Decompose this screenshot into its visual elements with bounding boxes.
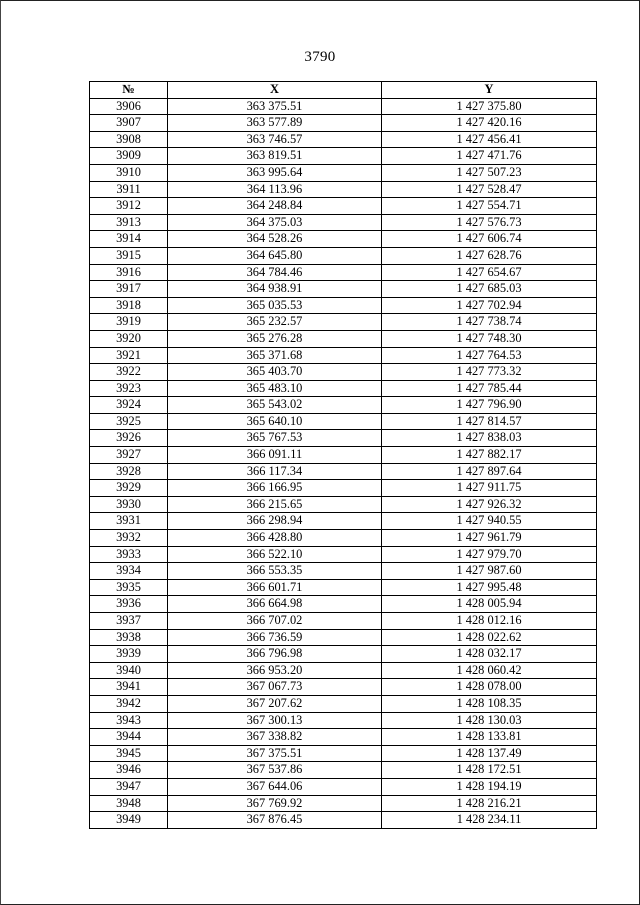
cell-x: 367 644.06	[168, 778, 382, 795]
table-row	[90, 530, 597, 547]
table-row	[90, 330, 597, 347]
cell-x: 365 767.53	[168, 430, 382, 447]
cell-x: 366 091.11	[168, 447, 382, 464]
cell-number: 3908	[90, 131, 168, 148]
table-row	[90, 480, 597, 497]
cell-x: 365 483.10	[168, 380, 382, 397]
cell-x: 366 601.71	[168, 579, 382, 596]
cell-y: 1 427 375.80	[382, 98, 597, 115]
cell-x: 366 664.98	[168, 596, 382, 613]
table-row	[90, 98, 597, 115]
cell-number: 3909	[90, 148, 168, 165]
cell-x: 363 746.57	[168, 131, 382, 148]
cell-y: 1 427 773.32	[382, 364, 597, 381]
table-row	[90, 812, 597, 829]
cell-number: 3933	[90, 546, 168, 563]
table-row	[90, 247, 597, 264]
cell-y: 1 427 961.79	[382, 530, 597, 547]
cell-x: 363 577.89	[168, 115, 382, 132]
cell-y: 1 427 738.74	[382, 314, 597, 331]
cell-x: 367 067.73	[168, 679, 382, 696]
cell-number: 3917	[90, 281, 168, 298]
cell-number: 3922	[90, 364, 168, 381]
cell-x: 366 707.02	[168, 613, 382, 630]
table-row	[90, 745, 597, 762]
cell-number: 3920	[90, 330, 168, 347]
cell-number: 3947	[90, 778, 168, 795]
table-row	[90, 264, 597, 281]
cell-y: 1 428 022.62	[382, 629, 597, 646]
table-row	[90, 729, 597, 746]
cell-x: 366 215.65	[168, 496, 382, 513]
table-header-row	[90, 82, 597, 99]
cell-number: 3937	[90, 613, 168, 630]
cell-y: 1 428 130.03	[382, 712, 597, 729]
cell-number: 3931	[90, 513, 168, 530]
table-row	[90, 181, 597, 198]
cell-y: 1 427 576.73	[382, 214, 597, 231]
cell-y: 1 427 882.17	[382, 447, 597, 464]
cell-y: 1 427 838.03	[382, 430, 597, 447]
table-row	[90, 231, 597, 248]
cell-x: 367 375.51	[168, 745, 382, 762]
cell-number: 3927	[90, 447, 168, 464]
table-row	[90, 778, 597, 795]
cell-number: 3918	[90, 297, 168, 314]
table-row	[90, 314, 597, 331]
table-row	[90, 463, 597, 480]
cell-x: 365 276.28	[168, 330, 382, 347]
cell-x: 366 166.95	[168, 480, 382, 497]
cell-number: 3943	[90, 712, 168, 729]
table-row	[90, 613, 597, 630]
table-row	[90, 679, 597, 696]
cell-x: 367 876.45	[168, 812, 382, 829]
cell-x: 366 796.98	[168, 646, 382, 663]
table-row	[90, 762, 597, 779]
cell-x: 367 300.13	[168, 712, 382, 729]
cell-x: 366 736.59	[168, 629, 382, 646]
table-row	[90, 115, 597, 132]
cell-x: 367 769.92	[168, 795, 382, 812]
table-row	[90, 347, 597, 364]
cell-x: 365 035.53	[168, 297, 382, 314]
cell-number: 3942	[90, 695, 168, 712]
cell-y: 1 427 554.71	[382, 198, 597, 215]
cell-number: 3935	[90, 579, 168, 596]
table-row	[90, 297, 597, 314]
cell-number: 3929	[90, 480, 168, 497]
cell-y: 1 427 785.44	[382, 380, 597, 397]
cell-y: 1 428 216.21	[382, 795, 597, 812]
cell-y: 1 428 012.16	[382, 613, 597, 630]
cell-x: 364 528.26	[168, 231, 382, 248]
table-row	[90, 496, 597, 513]
cell-y: 1 428 133.81	[382, 729, 597, 746]
cell-y: 1 427 702.94	[382, 297, 597, 314]
cell-number: 3919	[90, 314, 168, 331]
table-row	[90, 131, 597, 148]
cell-y: 1 427 456.41	[382, 131, 597, 148]
table-row	[90, 563, 597, 580]
cell-x: 364 375.03	[168, 214, 382, 231]
table-row	[90, 380, 597, 397]
cell-y: 1 427 420.16	[382, 115, 597, 132]
table-row	[90, 662, 597, 679]
cell-x: 363 995.64	[168, 164, 382, 181]
cell-y: 1 427 654.67	[382, 264, 597, 281]
cell-y: 1 427 528.47	[382, 181, 597, 198]
cell-number: 3941	[90, 679, 168, 696]
cell-number: 3911	[90, 181, 168, 198]
cell-x: 365 543.02	[168, 397, 382, 414]
cell-y: 1 428 108.35	[382, 695, 597, 712]
cell-y: 1 427 748.30	[382, 330, 597, 347]
cell-number: 3912	[90, 198, 168, 215]
cell-x: 367 537.86	[168, 762, 382, 779]
cell-number: 3934	[90, 563, 168, 580]
cell-number: 3949	[90, 812, 168, 829]
cell-y: 1 428 060.42	[382, 662, 597, 679]
table-row	[90, 214, 597, 231]
cell-y: 1 427 940.55	[382, 513, 597, 530]
cell-y: 1 427 764.53	[382, 347, 597, 364]
cell-y: 1 428 234.11	[382, 812, 597, 829]
table-row	[90, 695, 597, 712]
cell-y: 1 427 979.70	[382, 546, 597, 563]
cell-number: 3940	[90, 662, 168, 679]
cell-x: 363 819.51	[168, 148, 382, 165]
cell-x: 366 553.35	[168, 563, 382, 580]
cell-y: 1 427 926.32	[382, 496, 597, 513]
header-number: №	[90, 82, 168, 99]
cell-y: 1 427 987.60	[382, 563, 597, 580]
cell-number: 3926	[90, 430, 168, 447]
cell-number: 3924	[90, 397, 168, 414]
table-row	[90, 413, 597, 430]
cell-x: 366 953.20	[168, 662, 382, 679]
cell-x: 366 117.34	[168, 463, 382, 480]
table-row	[90, 646, 597, 663]
table-row	[90, 447, 597, 464]
cell-y: 1 428 078.00	[382, 679, 597, 696]
cell-number: 3944	[90, 729, 168, 746]
cell-y: 1 427 628.76	[382, 247, 597, 264]
cell-number: 3915	[90, 247, 168, 264]
table-row	[90, 513, 597, 530]
table-row	[90, 164, 597, 181]
cell-x: 364 248.84	[168, 198, 382, 215]
cell-number: 3914	[90, 231, 168, 248]
cell-y: 1 427 685.03	[382, 281, 597, 298]
cell-x: 365 371.68	[168, 347, 382, 364]
cell-number: 3948	[90, 795, 168, 812]
cell-number: 3939	[90, 646, 168, 663]
cell-number: 3910	[90, 164, 168, 181]
table-row	[90, 364, 597, 381]
cell-x: 365 232.57	[168, 314, 382, 331]
cell-number: 3946	[90, 762, 168, 779]
cell-y: 1 427 897.64	[382, 463, 597, 480]
table-row	[90, 579, 597, 596]
cell-x: 364 113.96	[168, 181, 382, 198]
cell-number: 3936	[90, 596, 168, 613]
cell-number: 3938	[90, 629, 168, 646]
cell-x: 364 645.80	[168, 247, 382, 264]
cell-number: 3945	[90, 745, 168, 762]
cell-y: 1 428 172.51	[382, 762, 597, 779]
cell-y: 1 428 194.19	[382, 778, 597, 795]
cell-x: 365 640.10	[168, 413, 382, 430]
table-row	[90, 430, 597, 447]
cell-y: 1 427 471.76	[382, 148, 597, 165]
table-row	[90, 795, 597, 812]
cell-number: 3916	[90, 264, 168, 281]
coordinates-table	[89, 81, 597, 829]
cell-x: 364 938.91	[168, 281, 382, 298]
cell-number: 3928	[90, 463, 168, 480]
cell-y: 1 427 606.74	[382, 231, 597, 248]
cell-number: 3930	[90, 496, 168, 513]
cell-number: 3913	[90, 214, 168, 231]
cell-y: 1 427 796.90	[382, 397, 597, 414]
cell-y: 1 427 911.75	[382, 480, 597, 497]
cell-y: 1 427 814.57	[382, 413, 597, 430]
cell-x: 366 428.80	[168, 530, 382, 547]
cell-y: 1 427 507.23	[382, 164, 597, 181]
table-row	[90, 546, 597, 563]
table-row	[90, 397, 597, 414]
cell-number: 3921	[90, 347, 168, 364]
page-number: 3790	[304, 49, 336, 65]
table-row	[90, 596, 597, 613]
cell-number: 3906	[90, 98, 168, 115]
cell-x: 363 375.51	[168, 98, 382, 115]
cell-y: 1 428 005.94	[382, 596, 597, 613]
header-x: X	[168, 82, 382, 99]
cell-y: 1 427 995.48	[382, 579, 597, 596]
cell-y: 1 428 032.17	[382, 646, 597, 663]
cell-number: 3923	[90, 380, 168, 397]
table-row	[90, 198, 597, 215]
table-body	[90, 98, 597, 828]
cell-x: 365 403.70	[168, 364, 382, 381]
cell-y: 1 428 137.49	[382, 745, 597, 762]
cell-x: 367 338.82	[168, 729, 382, 746]
table-row	[90, 148, 597, 165]
table-row	[90, 712, 597, 729]
cell-x: 364 784.46	[168, 264, 382, 281]
cell-number: 3932	[90, 530, 168, 547]
cell-x: 366 522.10	[168, 546, 382, 563]
header-y: Y	[382, 82, 597, 99]
cell-x: 366 298.94	[168, 513, 382, 530]
cell-x: 367 207.62	[168, 695, 382, 712]
table-row	[90, 281, 597, 298]
cell-number: 3907	[90, 115, 168, 132]
table-row	[90, 629, 597, 646]
cell-number: 3925	[90, 413, 168, 430]
